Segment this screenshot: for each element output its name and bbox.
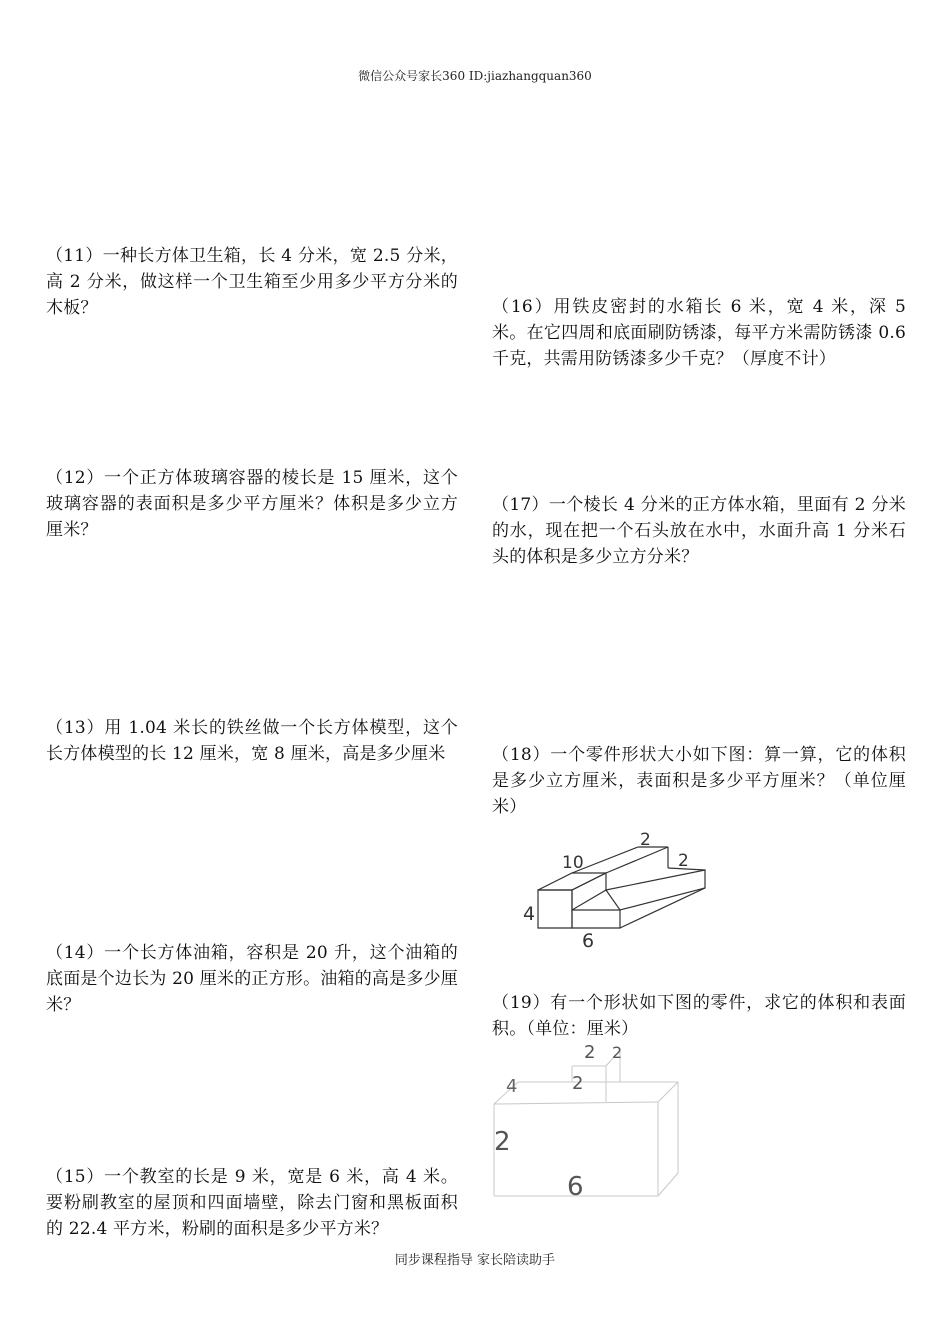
figure-18-label-height: 4 <box>523 903 536 925</box>
question-17: （17）一个棱长 4 分米的正方体水箱，里面有 2 分米的水，现在把一个石头放在水中，水面升高 1 分米石头的体积是多少立方分米？ <box>492 495 906 567</box>
figure-19-label-front-height: 2 <box>494 1127 511 1157</box>
figure-19-label-left-depth: 4 <box>506 1076 518 1097</box>
question-19: （19）有一个形状如下图的零件，求它的体积和表面积。（单位：厘米） <box>492 993 906 1039</box>
question-11: （11）一种长方体卫生箱，长 4 分米，宽 2.5 分米，高 2 分米，做这样一个卫生箱至少用多少平方分米的木板？ <box>46 246 458 318</box>
question-16: （16）用铁皮密封的水箱长 6 米，宽 4 米，深 5 米。在它四周和底面刷防锈漆，每平方米需防锈漆 0.6 千克，共需用防锈漆多少千克？（厚度不计） <box>492 297 906 369</box>
question-14: （14）一个长方体油箱，容积是 20 升，这个油箱的底面是个边长为 20 厘米的正方形。油箱的高是多少厘米？ <box>46 943 458 1015</box>
figure-19-edges <box>494 1050 678 1196</box>
question-13: （13）用 1.04 米长的铁丝做一个长方体模型，这个长方体模型的长 12 厘米，宽 8 厘米，高是多少厘米 <box>46 718 458 764</box>
figure-18-label-bottom: 6 <box>582 930 595 952</box>
figure-19-label-front-length: 6 <box>567 1172 584 1202</box>
page-header: 微信公众号家长360 ID:jiazhangquan360 <box>358 69 592 83</box>
figure-18-label-side-width: 2 <box>678 851 689 871</box>
figure-18-label-length: 10 <box>562 853 584 873</box>
figure-19-label-top-right: 2 <box>612 1043 623 1062</box>
figure-19-label-mid-height: 2 <box>572 1073 584 1094</box>
figure-18-part-diagram <box>490 820 730 955</box>
figure-19-part-diagram <box>488 1038 688 1203</box>
question-18: （18）一个零件形状大小如下图：算一算，它的体积是多少立方厘米，表面积是多少平方厘米？（单位厘米） <box>492 745 906 817</box>
question-12: （12）一个正方体玻璃容器的棱长是 15 厘米，这个玻璃容器的表面积是多少平方厘米？体积是多少立方厘米？ <box>46 468 458 540</box>
figure-18-label-top-width: 2 <box>640 830 651 850</box>
page-footer: 同步课程指导 家长陪读助手 <box>394 1253 556 1268</box>
figure-19-label-top-left: 2 <box>584 1042 596 1063</box>
question-15: （15）一个教室的长是 9 米，宽是 6 米，高 4 米。要粉刷教室的屋顶和四面墙壁，除去门窗和黑板面积的 22.4 平方米，粉刷的面积是多少平方米？ <box>46 1167 458 1239</box>
